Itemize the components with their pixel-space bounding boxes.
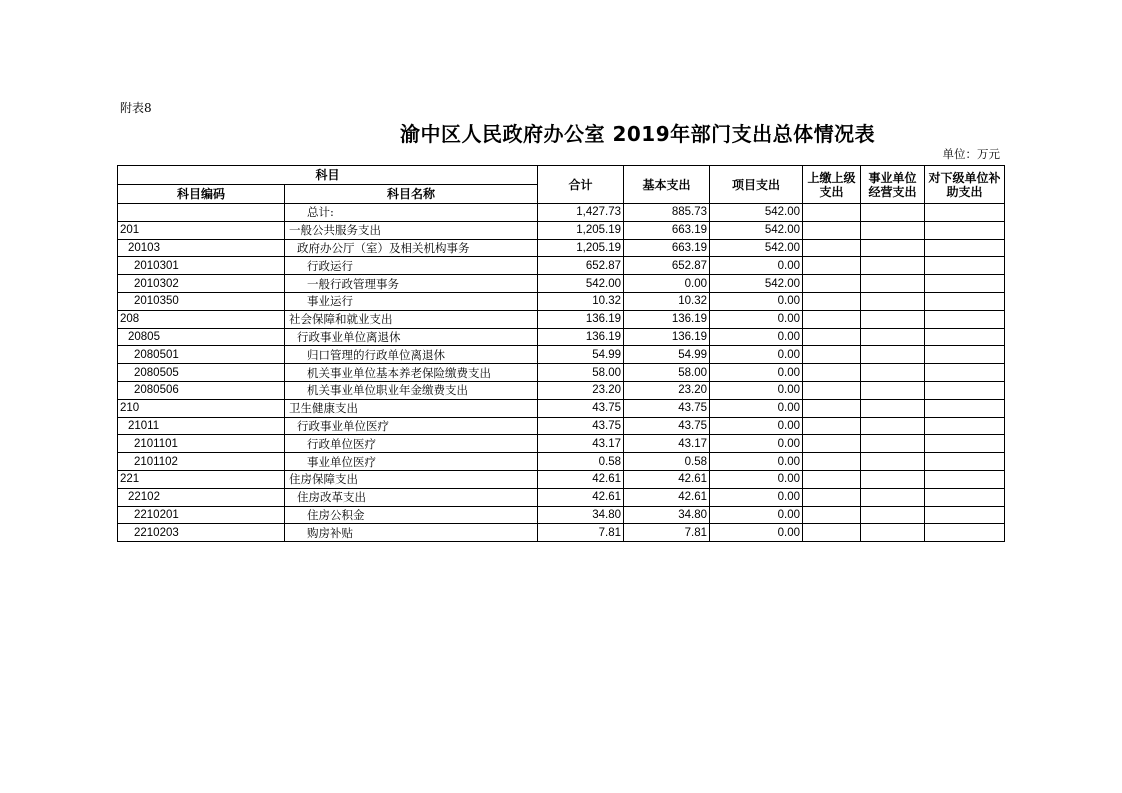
cell-business-unit xyxy=(861,221,925,239)
cell-subject-code: 22102 xyxy=(118,488,285,506)
cell-project: 0.00 xyxy=(710,292,803,310)
cell-total: 542.00 xyxy=(538,275,624,293)
cell-business-unit xyxy=(861,328,925,346)
cell-subject-code: 201 xyxy=(118,221,285,239)
cell-total: 7.81 xyxy=(538,524,624,542)
cell-project: 0.00 xyxy=(710,364,803,382)
attachment-label: 附表8 xyxy=(120,101,152,115)
table-row xyxy=(118,399,1005,417)
cell-subject-code xyxy=(118,204,285,222)
table-row xyxy=(118,524,1005,542)
cell-basic: 7.81 xyxy=(624,524,710,542)
cell-total: 43.75 xyxy=(538,399,624,417)
cell-subject-code: 20805 xyxy=(118,328,285,346)
table-row xyxy=(118,328,1005,346)
cell-subsidy-lower xyxy=(925,364,1005,382)
cell-subject-name: 社会保障和就业支出 xyxy=(285,310,538,328)
cell-upper-level xyxy=(803,221,861,239)
page-title: 渝中区人民政府办公室 2019年部门支出总体情况表 xyxy=(400,122,876,146)
cell-basic: 42.61 xyxy=(624,470,710,488)
table-row xyxy=(118,453,1005,471)
cell-upper-level xyxy=(803,453,861,471)
cell-basic: 0.00 xyxy=(624,275,710,293)
cell-subject-code: 2010301 xyxy=(118,257,285,275)
cell-project: 0.00 xyxy=(710,524,803,542)
cell-business-unit xyxy=(861,310,925,328)
cell-basic: 54.99 xyxy=(624,346,710,364)
header-business-unit: 事业单位经营支出 xyxy=(861,166,925,204)
cell-basic: 43.75 xyxy=(624,399,710,417)
cell-subject-name: 政府办公厅（室）及相关机构事务 xyxy=(285,239,538,257)
cell-upper-level xyxy=(803,346,861,364)
cell-project: 0.00 xyxy=(710,328,803,346)
cell-subject-name: 机关事业单位基本养老保险缴费支出 xyxy=(285,364,538,382)
table-row xyxy=(118,488,1005,506)
cell-subject-code: 2210201 xyxy=(118,506,285,524)
cell-subject-code: 2080506 xyxy=(118,381,285,399)
cell-business-unit xyxy=(861,435,925,453)
cell-business-unit xyxy=(861,488,925,506)
cell-project: 0.00 xyxy=(710,435,803,453)
cell-business-unit xyxy=(861,275,925,293)
cell-subject-name: 一般行政管理事务 xyxy=(285,275,538,293)
cell-subsidy-lower xyxy=(925,453,1005,471)
header-project: 项目支出 xyxy=(710,166,803,204)
cell-basic: 43.17 xyxy=(624,435,710,453)
cell-upper-level xyxy=(803,435,861,453)
table-row xyxy=(118,435,1005,453)
cell-subsidy-lower xyxy=(925,204,1005,222)
header-subsidy-lower: 对下级单位补助支出 xyxy=(925,166,1005,204)
cell-upper-level xyxy=(803,470,861,488)
cell-business-unit xyxy=(861,346,925,364)
cell-project: 0.00 xyxy=(710,381,803,399)
cell-subject-name: 住房改革支出 xyxy=(285,488,538,506)
cell-total: 1,205.19 xyxy=(538,221,624,239)
table-row xyxy=(118,292,1005,310)
cell-business-unit xyxy=(861,257,925,275)
cell-total: 136.19 xyxy=(538,328,624,346)
cell-subsidy-lower xyxy=(925,417,1005,435)
cell-total: 58.00 xyxy=(538,364,624,382)
cell-total: 1,205.19 xyxy=(538,239,624,257)
cell-subsidy-lower xyxy=(925,292,1005,310)
cell-total: 23.20 xyxy=(538,381,624,399)
table-row xyxy=(118,346,1005,364)
cell-subject-name: 机关事业单位职业年金缴费支出 xyxy=(285,381,538,399)
table-row xyxy=(118,364,1005,382)
cell-subsidy-lower xyxy=(925,328,1005,346)
cell-total: 43.75 xyxy=(538,417,624,435)
cell-business-unit xyxy=(861,399,925,417)
cell-project: 0.00 xyxy=(710,506,803,524)
cell-upper-level xyxy=(803,417,861,435)
cell-business-unit xyxy=(861,292,925,310)
cell-subject-code: 2210203 xyxy=(118,524,285,542)
cell-subject-code: 20103 xyxy=(118,239,285,257)
expenditure-table xyxy=(117,165,1005,542)
cell-basic: 58.00 xyxy=(624,364,710,382)
cell-total: 34.80 xyxy=(538,506,624,524)
cell-project: 542.00 xyxy=(710,204,803,222)
cell-subject-name: 一般公共服务支出 xyxy=(285,221,538,239)
cell-subsidy-lower xyxy=(925,524,1005,542)
cell-upper-level xyxy=(803,488,861,506)
cell-subject-code: 2101101 xyxy=(118,435,285,453)
cell-subject-code: 2101102 xyxy=(118,453,285,471)
cell-subsidy-lower xyxy=(925,221,1005,239)
cell-subject-code: 2010302 xyxy=(118,275,285,293)
table-row xyxy=(118,239,1005,257)
cell-basic: 0.58 xyxy=(624,453,710,471)
table-row xyxy=(118,310,1005,328)
cell-subject-name: 购房补贴 xyxy=(285,524,538,542)
cell-upper-level xyxy=(803,506,861,524)
cell-business-unit xyxy=(861,239,925,257)
cell-total: 0.58 xyxy=(538,453,624,471)
cell-basic: 663.19 xyxy=(624,221,710,239)
cell-subject-name: 行政单位医疗 xyxy=(285,435,538,453)
cell-total: 43.17 xyxy=(538,435,624,453)
cell-project: 0.00 xyxy=(710,488,803,506)
cell-subject-code: 2080505 xyxy=(118,364,285,382)
unit-label: 单位：万元 xyxy=(942,147,1000,161)
cell-total: 136.19 xyxy=(538,310,624,328)
cell-project: 542.00 xyxy=(710,239,803,257)
table-row xyxy=(118,381,1005,399)
cell-total: 10.32 xyxy=(538,292,624,310)
cell-subject-code: 2010350 xyxy=(118,292,285,310)
cell-subsidy-lower xyxy=(925,381,1005,399)
cell-project: 542.00 xyxy=(710,275,803,293)
cell-basic: 885.73 xyxy=(624,204,710,222)
cell-basic: 663.19 xyxy=(624,239,710,257)
cell-project: 0.00 xyxy=(710,399,803,417)
header-total: 合计 xyxy=(538,166,624,204)
cell-subject-name: 归口管理的行政单位离退休 xyxy=(285,346,538,364)
cell-subsidy-lower xyxy=(925,399,1005,417)
cell-subsidy-lower xyxy=(925,310,1005,328)
cell-business-unit xyxy=(861,470,925,488)
cell-business-unit xyxy=(861,453,925,471)
cell-project: 542.00 xyxy=(710,221,803,239)
cell-basic: 136.19 xyxy=(624,310,710,328)
cell-total: 1,427.73 xyxy=(538,204,624,222)
cell-subject-name: 住房公积金 xyxy=(285,506,538,524)
cell-business-unit xyxy=(861,506,925,524)
cell-subject-code: 208 xyxy=(118,310,285,328)
cell-project: 0.00 xyxy=(710,453,803,471)
cell-total: 54.99 xyxy=(538,346,624,364)
cell-upper-level xyxy=(803,275,861,293)
cell-project: 0.00 xyxy=(710,417,803,435)
cell-basic: 42.61 xyxy=(624,488,710,506)
cell-upper-level xyxy=(803,399,861,417)
table-body xyxy=(118,204,1005,542)
header-basic: 基本支出 xyxy=(624,166,710,204)
cell-project: 0.00 xyxy=(710,346,803,364)
cell-subject-code: 210 xyxy=(118,399,285,417)
table-row xyxy=(118,417,1005,435)
cell-upper-level xyxy=(803,204,861,222)
cell-subsidy-lower xyxy=(925,275,1005,293)
cell-basic: 34.80 xyxy=(624,506,710,524)
cell-business-unit xyxy=(861,204,925,222)
cell-project: 0.00 xyxy=(710,310,803,328)
cell-total: 42.61 xyxy=(538,470,624,488)
cell-subsidy-lower xyxy=(925,488,1005,506)
cell-business-unit xyxy=(861,417,925,435)
header-subject: 科目 xyxy=(118,166,538,185)
cell-basic: 136.19 xyxy=(624,328,710,346)
cell-subject-name: 行政事业单位医疗 xyxy=(285,417,538,435)
table-row xyxy=(118,506,1005,524)
cell-upper-level xyxy=(803,292,861,310)
cell-subsidy-lower xyxy=(925,346,1005,364)
cell-business-unit xyxy=(861,381,925,399)
cell-subsidy-lower xyxy=(925,506,1005,524)
header-subject-name: 科目名称 xyxy=(285,185,538,204)
table-row xyxy=(118,470,1005,488)
cell-total: 42.61 xyxy=(538,488,624,506)
cell-business-unit xyxy=(861,364,925,382)
table-row xyxy=(118,221,1005,239)
cell-upper-level xyxy=(803,239,861,257)
cell-subject-code: 21011 xyxy=(118,417,285,435)
cell-upper-level xyxy=(803,257,861,275)
cell-subsidy-lower xyxy=(925,435,1005,453)
table-row xyxy=(118,257,1005,275)
cell-subject-name: 住房保障支出 xyxy=(285,470,538,488)
cell-basic: 23.20 xyxy=(624,381,710,399)
cell-subject-name: 卫生健康支出 xyxy=(285,399,538,417)
table-row xyxy=(118,275,1005,293)
cell-subject-name: 行政事业单位离退休 xyxy=(285,328,538,346)
cell-business-unit xyxy=(861,524,925,542)
cell-basic: 652.87 xyxy=(624,257,710,275)
cell-subsidy-lower xyxy=(925,257,1005,275)
cell-total: 652.87 xyxy=(538,257,624,275)
header-subject-code: 科目编码 xyxy=(118,185,285,204)
cell-upper-level xyxy=(803,524,861,542)
cell-subject-name: 事业运行 xyxy=(285,292,538,310)
cell-subject-code: 2080501 xyxy=(118,346,285,364)
cell-subject-name: 事业单位医疗 xyxy=(285,453,538,471)
cell-subject-name: 行政运行 xyxy=(285,257,538,275)
cell-basic: 43.75 xyxy=(624,417,710,435)
cell-upper-level xyxy=(803,328,861,346)
cell-subsidy-lower xyxy=(925,239,1005,257)
cell-project: 0.00 xyxy=(710,257,803,275)
cell-upper-level xyxy=(803,381,861,399)
cell-subject-name: 总计: xyxy=(285,204,538,222)
cell-upper-level xyxy=(803,364,861,382)
cell-upper-level xyxy=(803,310,861,328)
cell-project: 0.00 xyxy=(710,470,803,488)
cell-basic: 10.32 xyxy=(624,292,710,310)
cell-subject-code: 221 xyxy=(118,470,285,488)
cell-subsidy-lower xyxy=(925,470,1005,488)
table-row xyxy=(118,204,1005,222)
header-upper-level: 上缴上级支出 xyxy=(803,166,861,204)
